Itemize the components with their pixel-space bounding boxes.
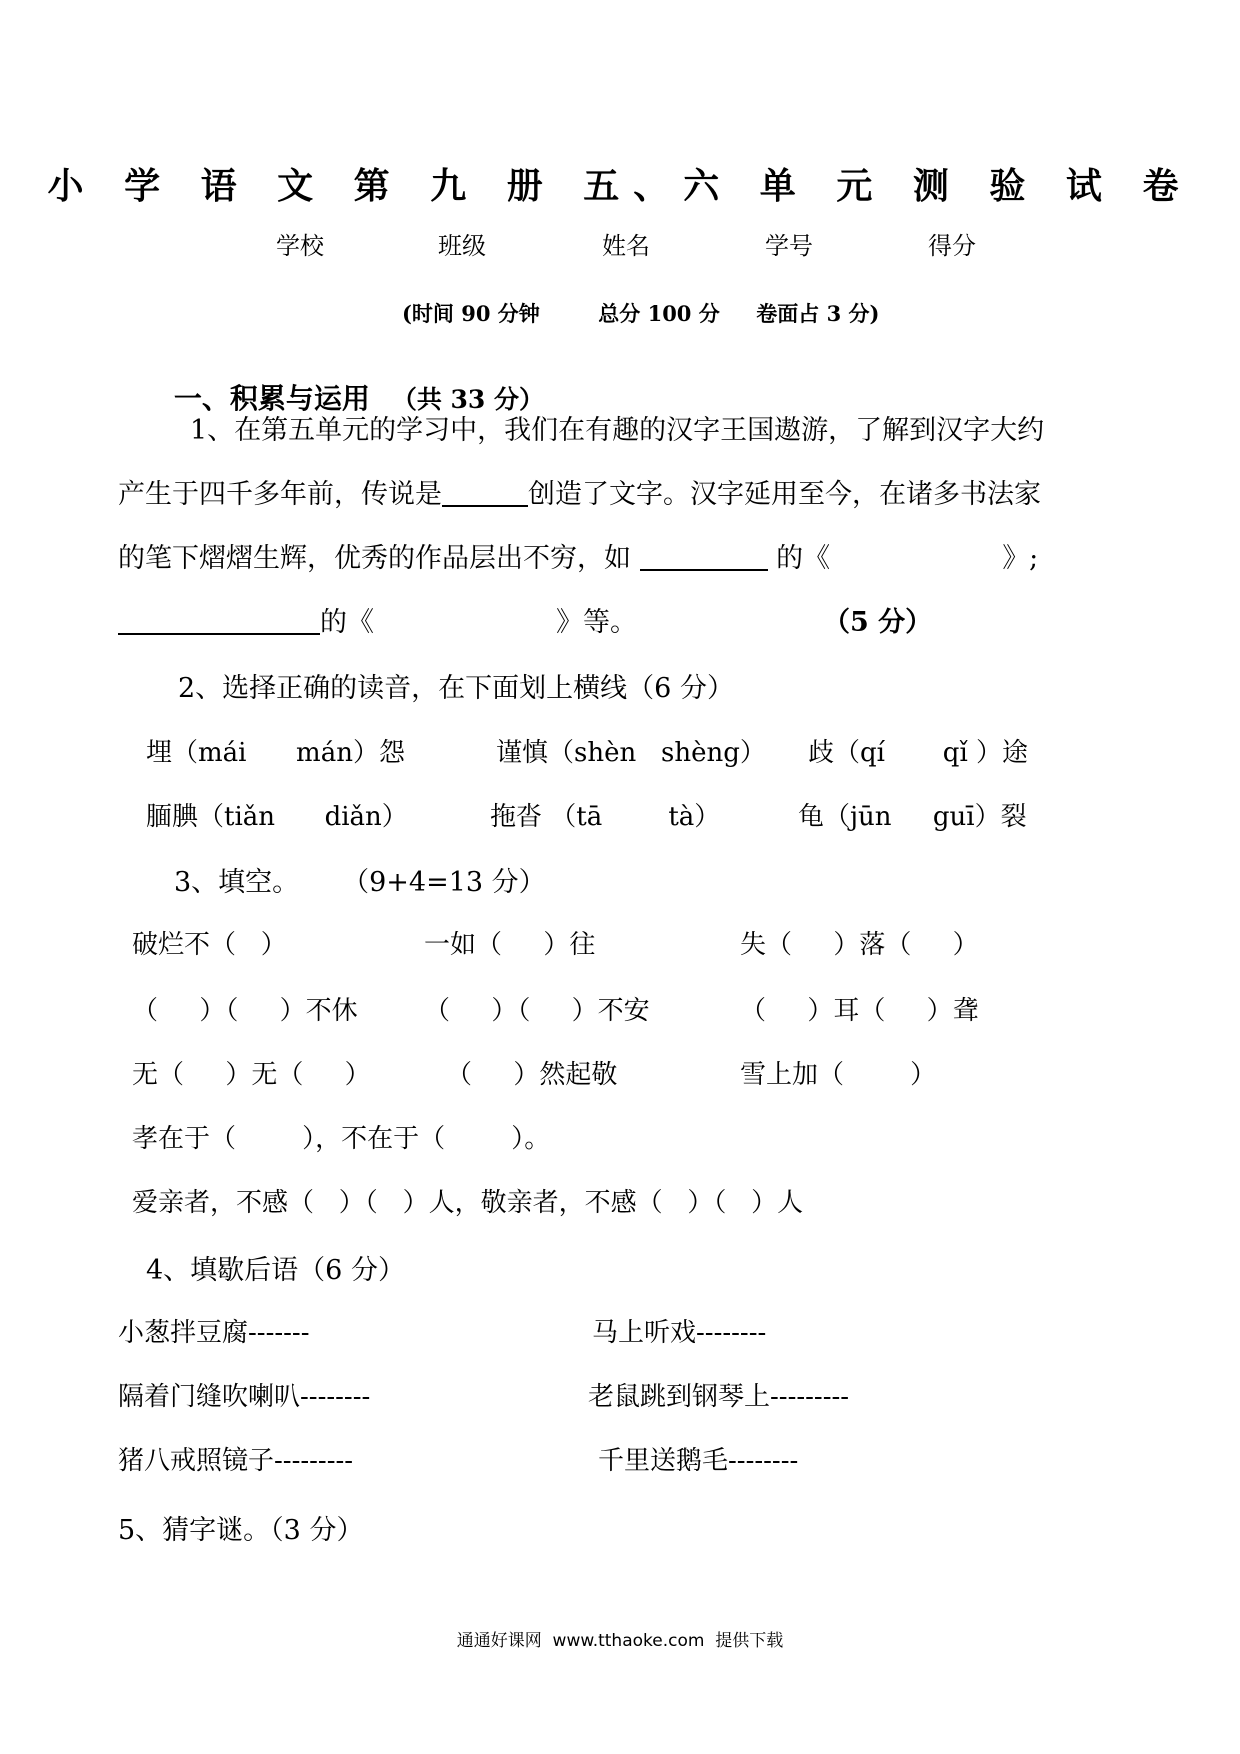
q3-item: （ ）然起敬 [446,1060,618,1090]
xiehouyu-item: 老鼠跳到钢琴上--------- [588,1382,850,1412]
section-points: （共 33 分） [391,385,545,414]
q3-item: 一如（ ）往 [424,930,596,960]
xiehouyu-item: 马上听戏-------- [592,1318,767,1348]
xiehouyu-item: 小葱拌豆腐------- [118,1318,310,1348]
school-label: 学校 [276,232,324,260]
xiehouyu-item: 隔着门缝吹喇叭-------- [118,1382,371,1412]
q2-item: 谨慎（shèn shèng） [496,738,766,768]
q3-item: （ ）（ ）不安 [424,996,650,1026]
q1-text: 的《 [767,543,831,574]
q3-item: 雪上加（ ） [740,1060,937,1090]
q1-line2 [118,472,1041,511]
answer-blank [442,477,528,507]
q3-item: 破烂不（ ） [132,930,287,960]
q4-heading: 4、填歇后语（6 分） [146,1255,405,1286]
answer-blank [640,541,768,571]
section-heading [156,344,544,417]
q3-heading: 3、填空。 （9+4=13 分） [174,867,546,898]
q3-item: 失（ ）落（ ） [740,930,979,960]
student-id-label: 学号 [765,232,813,260]
q1-text: 的《 [320,607,374,638]
q2-heading: 2、选择正确的读音，在下面划上横线（6 分） [178,673,734,704]
xiehouyu-item: 千里送鹅毛-------- [598,1446,799,1476]
q3-line4: 孝在于（ ），不在于（ ）。 [132,1124,551,1154]
q3-item: 无（ ）无（ ） [132,1060,371,1090]
q2-item: 腼腆（tiǎn diǎn） [146,802,408,832]
exam-info: (时间 90 分钟 总分 100 分 卷面占 3 分) [402,301,880,326]
q2-item: 埋（mái mán）怨 [146,738,405,768]
q2-item: 拖沓 （tā tà） [490,802,721,832]
q1-line4 [118,600,932,639]
q1-text: 的笔下熠熠生辉，优秀的作品层出不穷，如 [118,543,640,574]
q5-heading: 5、猜字谜。（3 分） [118,1515,364,1546]
q1-line1: 1、在第五单元的学习中，我们在有趣的汉字王国遨游，了解到汉字大约 [190,415,1045,446]
answer-blank [118,605,320,635]
q1-text: 产生于四千多年前，传说是 [118,479,442,510]
class-label: 班级 [438,232,486,260]
q3-item: （ ）耳（ ）聋 [740,996,979,1026]
q3-item: （ ）（ ）不休 [132,996,358,1026]
q1-text: 》等。 [556,607,637,638]
q1-text: 创造了文字。汉字延用至今，在诸多书法家 [528,479,1041,510]
q1-text: 》; [1002,543,1039,574]
q1-line3 [118,536,1038,575]
q1-points: （5 分） [823,607,933,638]
name-label: 姓名 [602,232,650,260]
q2-item: 龟（jūn guī）裂 [798,802,1027,832]
footer-credit: 通通好课网 www.tthaoke.com 提供下载 [456,1631,784,1651]
q2-item: 歧（qí qǐ ）途 [808,738,1029,768]
q3-line5: 爱亲者，不感（ ）（ ）人，敬亲者，不感（ ）（ ）人 [132,1188,804,1218]
section-title: 一、积累与运用 [173,382,370,415]
page-title: 小 学 语 文 第 九 册 五、六 单 元 测 验 试 卷 [47,165,1193,207]
score-label: 得分 [928,232,976,260]
xiehouyu-item: 猪八戒照镜子--------- [118,1446,354,1476]
